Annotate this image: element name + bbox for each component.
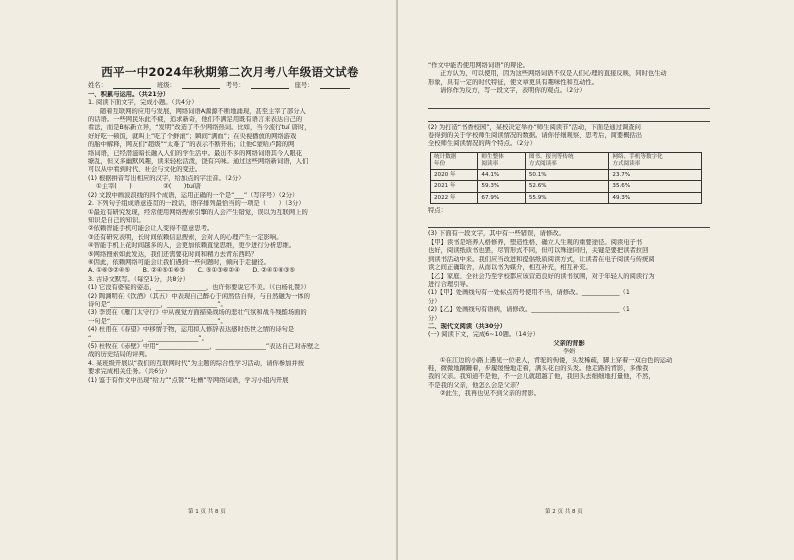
question-line: (2) 陶渊明在《饮酒》（其五）中表现自己醉心于闲然恬自得，与自然融为一体的 — [88, 292, 310, 300]
table-cell: 55.9% — [525, 192, 609, 203]
question-line: 3. 古诗文默写。（每空1分，共8分） — [88, 275, 190, 283]
article-title: 父亲的背影 — [553, 339, 585, 347]
passage-line: 也好，阅读纸质书也罢，尽管形式不同，但可以殊途同归，关键是要把读者拉回 — [428, 247, 649, 255]
table-cell: 67.9% — [478, 192, 525, 203]
reading-stats-table — [430, 152, 702, 204]
choice-line: A. ①⑥③②④⑤ B. ②④⑤①⑥③ C. ⑤①③⑥②④ D. ②④①⑥③⑤ — [88, 267, 296, 275]
question-line: 1. 阅读下面文字，完成小题。（共4分） — [88, 99, 198, 107]
question-line[interactable]: (1)【甲】处画线句有一处标点符号使用不当，请修改。____________（1 — [428, 289, 630, 297]
passage-line: 随着互联网的应用与发展，网络词语A源源不断地涌现，甚至主宰了部分人 — [100, 107, 306, 115]
table-row — [431, 192, 702, 203]
passage-line: 好好吃一顿饭，就叫上“吃了个鲜滚”；瞬间“满血”；在央视播放的网络游戏 — [88, 132, 297, 140]
question-line: 诗句是“________________，________________”。 — [88, 300, 227, 308]
seat-blank[interactable] — [320, 82, 350, 89]
passage-line: 我的父亲。我知道不是他，不一会儿就超越了他，我回头去细细地打量他，不然， — [428, 373, 655, 381]
table-cell: 44.1% — [478, 169, 525, 180]
passage-line: 读之间正确取舍，从而以书为媒介，相互补充，相互补充。 — [428, 264, 592, 272]
exam-no-label: 考号： — [225, 82, 245, 90]
passage-line: 【乙】家庭、全社会乃至学校都应该营造良好的读书氛围，对于年轻人的阅读行为 — [428, 272, 655, 280]
question-line: (5) 杜牧在《赤壁》中用“________________，________________”表达自己对赤壁之 — [88, 343, 320, 350]
question-line: 请你作为反方，写一段文字，表明你的观点。（2分） — [440, 87, 586, 95]
answer-blank-line[interactable] — [428, 217, 710, 228]
question-line[interactable]: (2)【乙】处画线句有语病，请修改。____________________________（1 — [428, 306, 630, 314]
exam-no-blank[interactable] — [251, 82, 289, 89]
passage-line: 的胎中解释，网友们“超级”“太难了”的表示不断开拓；让他C蒙哈卢跨的网 — [88, 141, 295, 149]
question-line: 全校师生阅读情况的两个特点。（2分） — [428, 140, 536, 148]
answer-blank-line[interactable] — [428, 111, 710, 122]
passage-line: 可以从中看到时代、社会与文化的变迁。 — [88, 166, 202, 174]
passage-line: 到读书活动中来。我们应当改进和提倡纸质阅读方式，让读者在电子阅读与传统阅 — [428, 255, 655, 263]
question-line: (1) 鉴于有作文中出现“给力”“点赞”“吐槽”等网络词语，学习小组内开展 — [88, 376, 289, 384]
table-cell: 2021 年 — [431, 181, 478, 192]
question-line: (一) 阅读下文，完成6~10题。（14分） — [428, 331, 539, 339]
section-heading: 一、积累与运用。（共21分） — [88, 90, 170, 98]
question-line: 战的历史结局的评判。 — [88, 351, 151, 359]
option-line: ④智能手机上花时间越多的人，会更加依赖直觉思维，更少进行分析思维。 — [88, 242, 296, 250]
question-line: (3) 李贺在《雁门太守行》中从视觉方面描染战场的悲壮气氛和战斗残酷场面的 — [88, 309, 307, 317]
question-line: 分） — [428, 314, 441, 322]
option-line: ⑤网络搜索如此发达，我们还需要花时间和精力去背东西吗？ — [88, 250, 258, 258]
table-cell: 49.3% — [609, 192, 702, 203]
passage-line: ①在江边的小路上遇见一位老人，背驼的佝偻，头发稀疏，脚上穿着一双白色的运动 — [440, 356, 673, 364]
question-line: (2) 文段中画波浪线的四个成语，运用正确的一个是“___”（写序号）（2分） — [88, 191, 299, 199]
class-label: 班级： — [156, 82, 176, 90]
table-row — [431, 181, 702, 192]
table-cell: 2022 年 — [431, 192, 478, 203]
class-blank[interactable] — [182, 82, 220, 89]
features-label: 特点： — [428, 207, 447, 215]
left-column — [88, 62, 372, 385]
table-header-row — [431, 152, 702, 169]
table-row — [431, 169, 702, 180]
option-line: ③还有研究表明，长时间依赖信息搜索，会对人的心理产生一定影响。 — [88, 233, 283, 241]
table-cell: 59.3% — [478, 181, 525, 192]
option-line: 知识是自己的知识。 — [88, 216, 145, 224]
table-cell: 35.6% — [609, 181, 702, 192]
question-line: “________________，________________”。 — [88, 334, 208, 342]
table-header-cell: 统计数据 年份 — [431, 152, 478, 169]
table-cell: 50.1% — [525, 169, 609, 180]
student-info-row — [88, 82, 372, 90]
question-line: “作文中能否使用网络词语”的辩论。 — [428, 62, 529, 69]
table-header-cell: 图书、报刊等传统 方式阅读率 — [525, 152, 609, 169]
question-line: 一句是“________________，________________”。 — [88, 317, 227, 325]
passage-line: 【甲】读书是培养人格修养，塑造性格、确立人生观的重要途径。阅读电子书 — [428, 238, 643, 246]
answer-blank-line[interactable] — [428, 98, 710, 109]
question-line: 卷得到的关于学校师生阅读情况的数据。请你仔细观察、思考后，简要概括出 — [428, 132, 643, 140]
question-line: 4. 某班级开展以“我们的互联网时代”为主题的综合性学习活动，请你参加并按 — [88, 359, 305, 367]
question-line: (1) 根据拼音写出相应的汉字，给加点的字注音。（2分） — [88, 174, 245, 182]
question-line: (3) 下面有一段文字，其中有一些错误，请修改。 — [428, 230, 565, 238]
page-number-right: 第 2 页 共 8 页 — [545, 509, 583, 515]
exam-title: 西平一中2024年秋期第二次月考八年级语文试卷 — [101, 65, 359, 79]
table-header-cell: 师生整体 阅读率 — [478, 152, 525, 169]
option-line: ①最近有研究发现，经常使用网络搜索引擎的人会产生错觉，误以为互联网上的 — [88, 208, 308, 216]
right-column — [428, 62, 710, 399]
article-author: 李娟 — [562, 348, 575, 356]
question-line: (1) 它没有婆娑的姿态，________________，也许你要说它不美。（《白杨礼赞》） — [88, 284, 310, 292]
name-label: 姓名： — [88, 82, 107, 90]
page-fold — [396, 0, 398, 560]
option-line: ⑥因此，依赖网络可能会让我们遇到一些问题时，倾向于走捷径。 — [88, 258, 270, 266]
seat-label: 座号： — [294, 82, 314, 90]
table-cell: 52.6% — [525, 181, 609, 192]
question-line: 2. 下列句子组成语意连贯的一段话，语序排列最恰当的一项是（ ）（3分） — [88, 200, 305, 208]
passage-line: 鞋，微微地蹒跚着，步履缓慢地走着，满头花白的头发。他走路的背影，多像我 — [428, 364, 649, 372]
table-cell: 23.7% — [609, 169, 702, 180]
question-line: 要求完成相关任务。（共6分） — [88, 368, 171, 376]
passage-line: 络词语，已经潜滋暗长融入人们的学生活中。最出不多的网络词语其今人眼花 — [88, 149, 303, 157]
page-number-left: 第 1 页 共 8 页 — [188, 509, 226, 515]
passage-line: 进行合理引导。 — [428, 280, 473, 288]
question-line: 分） — [428, 297, 441, 305]
question-line: 正方认为，可以使用，因为这些网络词语不仅是人们心理的直接反映，同时也生动 — [440, 70, 667, 78]
question-line: (2) 为打造“书香校园”，某校决定举办“师生阅读节”活动，下面是通过调查问 — [428, 123, 641, 131]
question-line: (4) 杜甫在《春望》中移情于物，运用拟人修辞表达感时伤世之情的诗句是 — [88, 326, 295, 334]
answer-line[interactable]: ①主宰( ) ②( )tuí唐 — [96, 183, 201, 191]
table-cell: 2020 年 — [431, 169, 478, 180]
name-blank[interactable] — [113, 82, 151, 89]
option-line: ②依赖智能手机可能会让人变得不愿意思考。 — [88, 225, 214, 233]
passage-line: 看法，而是B标新立异，“发明”改造了不少网络热词。比如，当今流行tuí 唐时， — [88, 124, 311, 132]
passage-line: 的话语。一些网民乐此不疲，追求新奇，他们不满足用既有语言来表达自己的 — [88, 116, 303, 124]
table-header-cell: 网络、手机等数字化 方式阅读率 — [609, 152, 702, 169]
question-line: 形象，具有一定的时代特征，使文章更具有趣味性和互动性。 — [428, 78, 599, 86]
passage-line: 缭乱，但又多幽默风趣，读来轻松活泼，饶有兴味。通过这些网络新词语，人们 — [88, 158, 309, 166]
section-heading: 二、现代文阅读（共30分） — [428, 322, 507, 330]
passage-line: 不是我的父亲，他怎么会是父亲？ — [428, 381, 523, 389]
passage-line: ②此生，我再也见不到父亲的背影。 — [440, 390, 541, 398]
